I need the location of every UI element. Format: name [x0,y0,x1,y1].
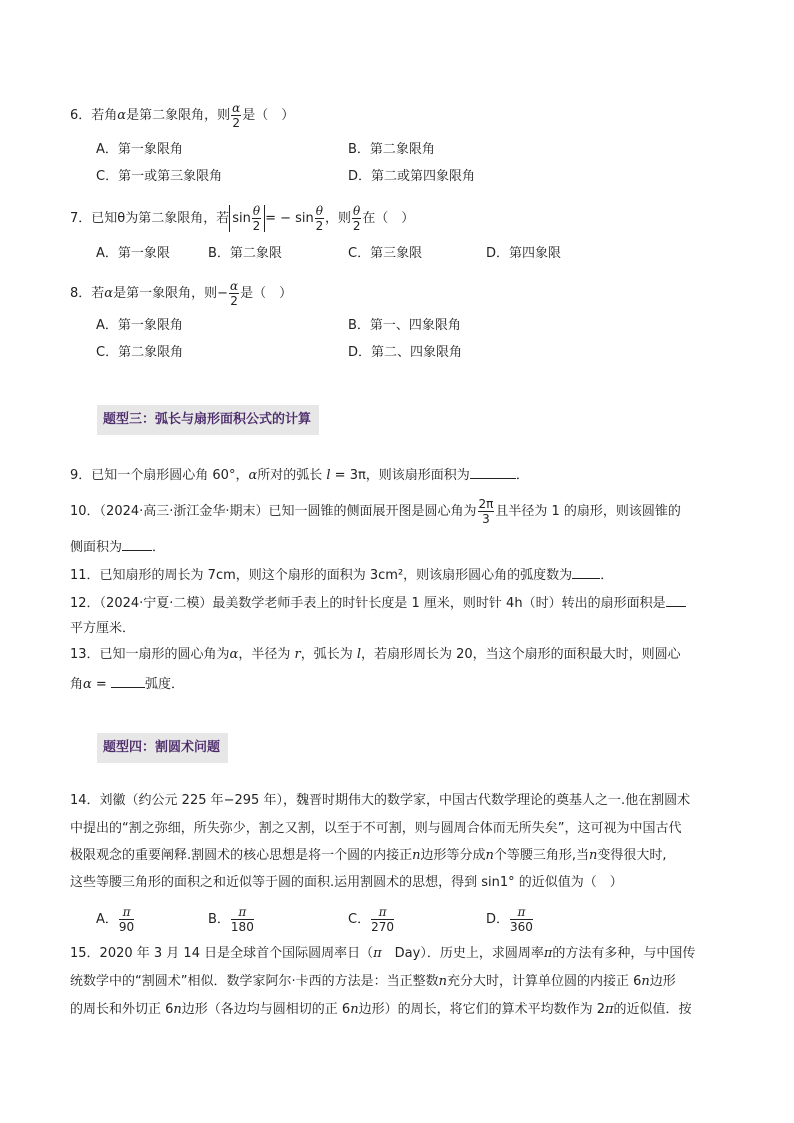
question-7-stem: 7．已知θ为第二象限角，若 sin $\frac{\theta}{2}$ = − sin $\frac{\theta}{2}$ ，则 $\frac{\theta}{2}$ 在（ ） [70,204,415,233]
question-14-line3: 极限观念的重要阐释.割圆术的核心思想是将一个圆的内接正n边形等分成n个等腰三角形,当n变得很大时, [70,848,667,863]
question-14-line2: 中提出的“割之弥细，所失弥少，割之又割，以至于不可割，则与圆周合体而无所失矣”，这可视为中国古代 [70,821,682,836]
question-13-line1: 13．已知一扇形的圆心角为α，半径为 r，弧长为 l，若扇形周长为 20，当这个扇形的面积最大时，则圆心 [70,647,681,662]
answer-blank[interactable] [122,536,152,551]
question-8-stem: 8．若α是第一象限角，则− $\frac{\alpha}{2}$ 是（ ） [70,279,293,308]
option-b: B．第二象限角 [348,142,435,157]
answer-blank[interactable] [470,464,516,479]
option-c: C．第二象限角 [96,345,184,360]
option-d: D．第二、四象限角 [348,345,463,360]
question-13-line2: 角α = 弧度． [70,673,184,695]
fraction: $\frac{\theta}{2}$ [352,204,361,233]
question-6-stem: 6．若角α是第二象限角，则 $\frac{\alpha}{2}$ 是（ ） [70,101,295,130]
answer-blank[interactable] [666,592,686,607]
option-c: C．第一或第三象限角 [96,169,223,184]
question-11: 11．已知扇形的周长为 7cm，则这个扇形的面积为 3cm²，则该扇形圆心角的弧度数为 ． [70,564,613,586]
section-heading: 题型三：弧长与扇形面积公式的计算 [97,405,319,435]
option-c: C．第三象限 [348,246,423,261]
section-heading: 题型四：割圆术问题 [97,733,228,763]
question-9: 9．已知一个扇形圆心角 60°，α所对的弧长 l = 3π，则该扇形面积为 ． [70,464,529,486]
answer-blank[interactable] [572,564,600,579]
option-d: D．第四象限 [486,246,562,261]
question-15-line2: 统数学中的“割圆术”相似．数学家阿尔·卡西的方法是：当正整数n充分大时，计算单位圆的内接正 6n边形 [70,974,676,989]
option-b: B．第二象限 [208,246,282,261]
option-c: C． $\frac{\pi}{270}$ [348,905,394,934]
question-14-line4: 这些等腰三角形的面积之和近似等于圆的面积.运用割圆术的思想，得到 sin1° 的近似值为（ ） [70,875,623,890]
question-15-line1: 15．2020 年 3 月 14 日是全球首个国际圆周率日（π Day）．历史上，求圆周率π的方法有多种，与中国传 [70,946,696,961]
fraction: $\frac{2\pi}{3}$ [478,497,494,526]
option-a: A．第一象限角 [96,142,183,157]
option-a: A．第一象限角 [96,318,183,333]
option-a: A． $\frac{\pi}{90}$ [96,905,135,934]
question-12-line1: 12．（2024·宁夏·二模）最美数学老师手表上的时针长度是 1 厘米，则时针 4h（时）转出的扇形面积是 [70,592,686,614]
question-10-line2: 侧面积为 ． [70,536,165,558]
question-14-line1: 14．刘徽（约公元 225 年−295 年），魏晋时期伟大的数学家，中国古代数学理论的奠基人之一.他在割圆术 [70,793,691,808]
fraction: $\frac{\theta}{2}$ [315,204,324,233]
option-d: D．第二或第四象限角 [348,169,476,184]
option-d: D． $\frac{\pi}{360}$ [486,905,533,934]
question-12-line2: 平方厘米． [70,621,136,636]
absolute-value: sin $\frac{\theta}{2}$ [229,205,265,232]
fraction: $\frac{\alpha}{2}$ [232,101,241,130]
answer-blank[interactable] [111,673,145,688]
fraction: $\frac{\alpha}{2}$ [229,279,239,308]
option-b: B．第一、四象限角 [348,318,461,333]
question-15-line3: 的周长和外切正 6n边形（各边均与圆相切的正 6n边形）的周长，将它们的算术平均数作为 2π的近似值．按 [70,1002,692,1017]
question-10-line1: 10．（2024·高三·浙江金华·期末）已知一圆锥的侧面展开图是圆心角为 $\frac{2\pi}{3}$ 且半径为 1 的扇形，则该圆锥的 [70,497,681,526]
option-b: B． $\frac{\pi}{180}$ [208,905,254,934]
option-a: A．第一象限 [96,246,170,261]
